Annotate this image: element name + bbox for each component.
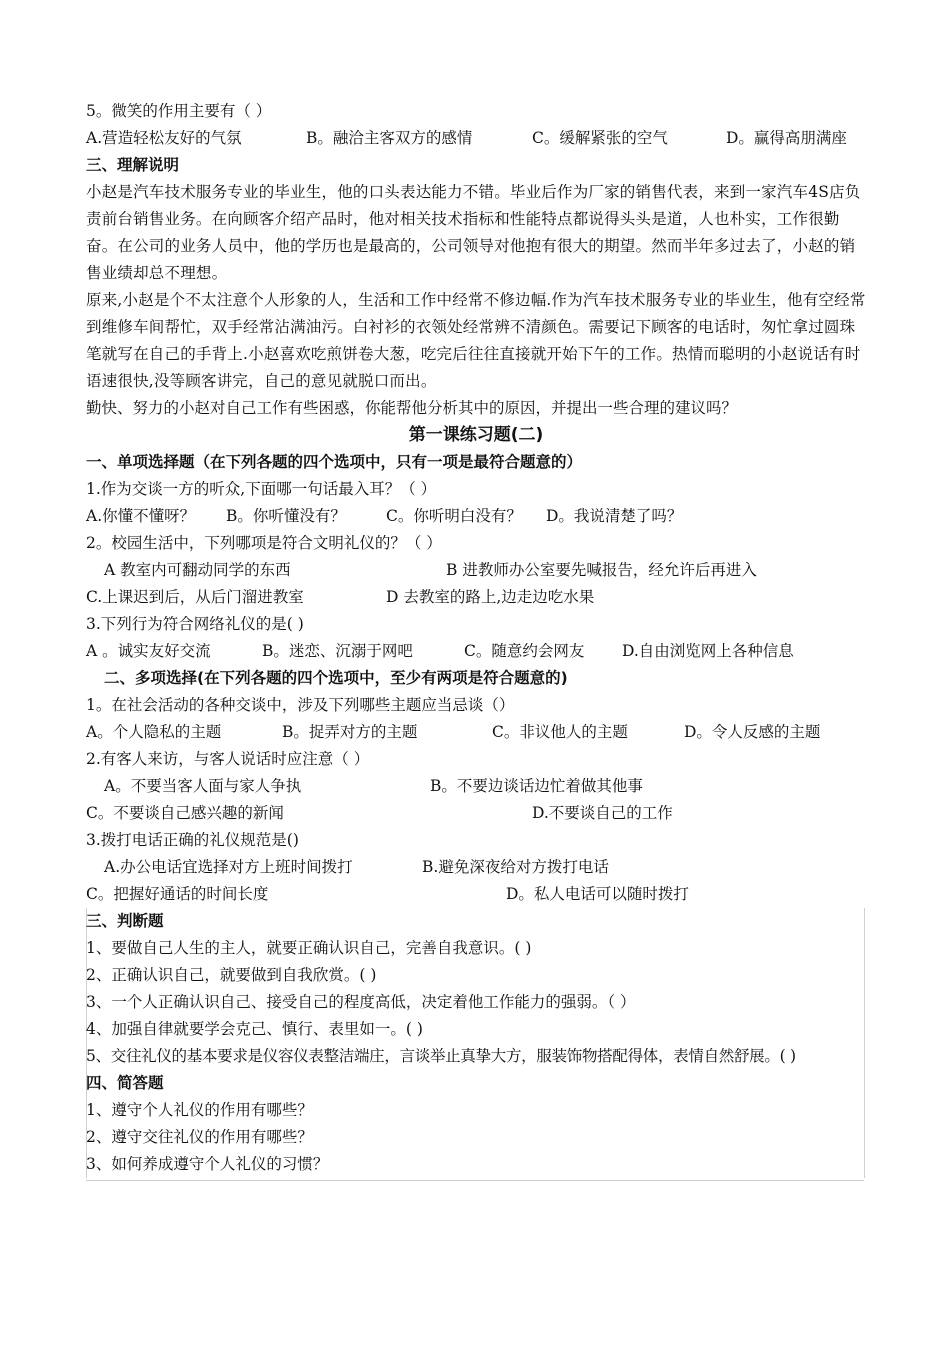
option-a: A。个人隐私的主题 bbox=[86, 723, 222, 741]
option-d: D.自由浏览网上各种信息 bbox=[622, 642, 794, 660]
option-d: D。我说清楚了吗？ bbox=[546, 507, 683, 525]
option-d: D。私人电话可以随时拨打 bbox=[506, 885, 689, 903]
option-a: A 。诚实友好交流 bbox=[86, 642, 211, 660]
short-answer-item: 2、遵守交往礼仪的作用有哪些？ bbox=[86, 1128, 313, 1146]
question-3-options bbox=[86, 638, 866, 665]
option-a: A。不要当客人面与家人争执 bbox=[104, 777, 302, 795]
option-d: D。赢得高朋满座 bbox=[726, 129, 847, 147]
section-heading: 三、理解说明 bbox=[86, 156, 180, 174]
option-b: B.避免深夜给对方拨打电话 bbox=[422, 858, 609, 876]
multi-question-2-options-row2 bbox=[86, 800, 866, 827]
option-c: C。不要谈自己感兴趣的新闻 bbox=[86, 804, 284, 822]
short-answer-item: 3、如何养成遵守个人礼仪的习惯？ bbox=[86, 1155, 329, 1173]
question-5: 5。微笑的作用主要有（ ） bbox=[86, 102, 272, 120]
judge-item: 5、交往礼仪的基本要求是仪容仪表整洁端庄，言谈举止真挚大方，服装饰物搭配得体，表情自然舒展。( ) bbox=[86, 1047, 796, 1065]
multi-question-2-options-row1 bbox=[86, 773, 866, 800]
judge-item: 3、一个人正确认识自己、接受自己的程度高低，决定着他工作能力的强弱。（ ） bbox=[86, 993, 636, 1011]
option-d: D.不要谈自己的工作 bbox=[532, 804, 673, 822]
option-b: B。不要边谈话边忙着做其他事 bbox=[430, 777, 643, 795]
option-a: A 教室内可翻动同学的东西 bbox=[104, 561, 291, 579]
option-b: B。迷恋、沉溺于网吧 bbox=[262, 642, 413, 660]
exercise-box bbox=[86, 449, 866, 1178]
option-d: D。令人反感的主题 bbox=[684, 723, 821, 741]
section-heading: 四、简答题 bbox=[86, 1074, 164, 1092]
question-2-options-row2 bbox=[86, 584, 866, 611]
multi-question-3-options-row1 bbox=[86, 854, 866, 881]
multi-question-1-options bbox=[86, 719, 866, 746]
page-title: 第一课练习题(二) bbox=[408, 425, 544, 445]
option-a: A.营造轻松友好的气氛 bbox=[86, 129, 242, 147]
multi-question-1: 1。在社会活动的各种交谈中，涉及下列哪些主题应当忌谈（） bbox=[86, 696, 515, 714]
short-answer-item: 1、遵守个人礼仪的作用有哪些？ bbox=[86, 1101, 313, 1119]
option-a: A.你懂不懂呀？ bbox=[86, 507, 196, 525]
section-heading: 一、单项选择题（在下列各题的四个选项中，只有一项是最符合题意的） bbox=[86, 453, 583, 471]
question-1: 1.作为交谈一方的听众,下面哪一句话最入耳？（ ） bbox=[86, 480, 437, 498]
option-c: C。非议他人的主题 bbox=[492, 723, 628, 741]
box-border-bottom bbox=[86, 1180, 864, 1181]
judge-item: 1、要做自己人生的主人，就要正确认识自己，完善自我意识。( ) bbox=[86, 939, 532, 957]
option-c: C。随意约会网友 bbox=[464, 642, 585, 660]
option-b: B。你听懂没有？ bbox=[226, 507, 346, 525]
question-3: 3.下列行为符合网络礼仪的是( ) bbox=[86, 615, 304, 633]
multi-question-3: 3.拨打电话正确的礼仪规范是() bbox=[86, 831, 299, 849]
question-2: 2。校园生活中，下列哪项是符合文明礼仪的？（ ） bbox=[86, 534, 442, 552]
option-d: D 去教室的路上,边走边吃水果 bbox=[386, 588, 595, 606]
option-b: B。融洽主客双方的感情 bbox=[306, 129, 473, 147]
document-page bbox=[86, 98, 866, 1178]
multi-question-3-options-row2 bbox=[86, 881, 866, 908]
option-c: C。你听明白没有？ bbox=[386, 507, 522, 525]
option-c: C。缓解紧张的空气 bbox=[532, 129, 668, 147]
question-2-options-row1 bbox=[86, 557, 866, 584]
section-heading: 三、判断题 bbox=[86, 912, 164, 930]
judge-section bbox=[86, 908, 866, 1178]
option-b: B 进教师办公室要先喊报告，经允许后再进入 bbox=[446, 561, 757, 579]
case-paragraph-2: 原来,小赵是个不太注意个人形象的人，生活和工作中经常不修边幅.作为汽车技术服务专业的毕业生，他有空经常到维修车间帮忙，双手经常沾满油污。白衬衫的衣领处经常辨不清颜色。需要记下顾客的电话时，匆忙拿过圆珠笔就写在自己的手背上.小赵喜欢吃煎饼卷大葱，吃完后往往直接就开始下午的工作。热情而聪明的小赵说话有时语速很快,没等顾客讲完，自己的意见就脱口而出。 bbox=[86, 291, 866, 390]
multi-question-2: 2.有客人来访，与客人说话时应注意（ ） bbox=[86, 750, 370, 768]
section-heading: 二、多项选择(在下列各题的四个选项中，至少有两项是符合题意的) bbox=[104, 669, 568, 687]
option-c: C.上课迟到后，从后门溜进教室 bbox=[86, 588, 304, 606]
question-5-options bbox=[86, 125, 866, 152]
judge-item: 4、加强自律就要学会克己、慎行、表里如一。( ) bbox=[86, 1020, 423, 1038]
option-a: A.办公电话宜选择对方上班时间拨打 bbox=[104, 858, 353, 876]
question-1-options bbox=[86, 503, 866, 530]
case-paragraph-1: 小赵是汽车技术服务专业的毕业生，他的口头表达能力不错。毕业后作为厂家的销售代表，来到一家汽车4S店负责前台销售业务。在向顾客介绍产品时，他对相关技术指标和性能特点都说得头头是道，人也朴实，工作很勤奋。在公司的业务人员中，他的学历也是最高的，公司领导对他抱有很大的期望。然而半年多过去了，小赵的销售业绩却总不理想。 bbox=[86, 183, 861, 282]
option-c: C。把握好通话的时间长度 bbox=[86, 885, 269, 903]
case-question: 勤快、努力的小赵对自己工作有些困惑，你能帮他分析其中的原因，并提出一些合理的建议吗？ bbox=[86, 399, 738, 417]
option-b: B。捉弄对方的主题 bbox=[282, 723, 418, 741]
judge-item: 2、正确认识自己，就要做到自我欣赏。( ) bbox=[86, 966, 377, 984]
